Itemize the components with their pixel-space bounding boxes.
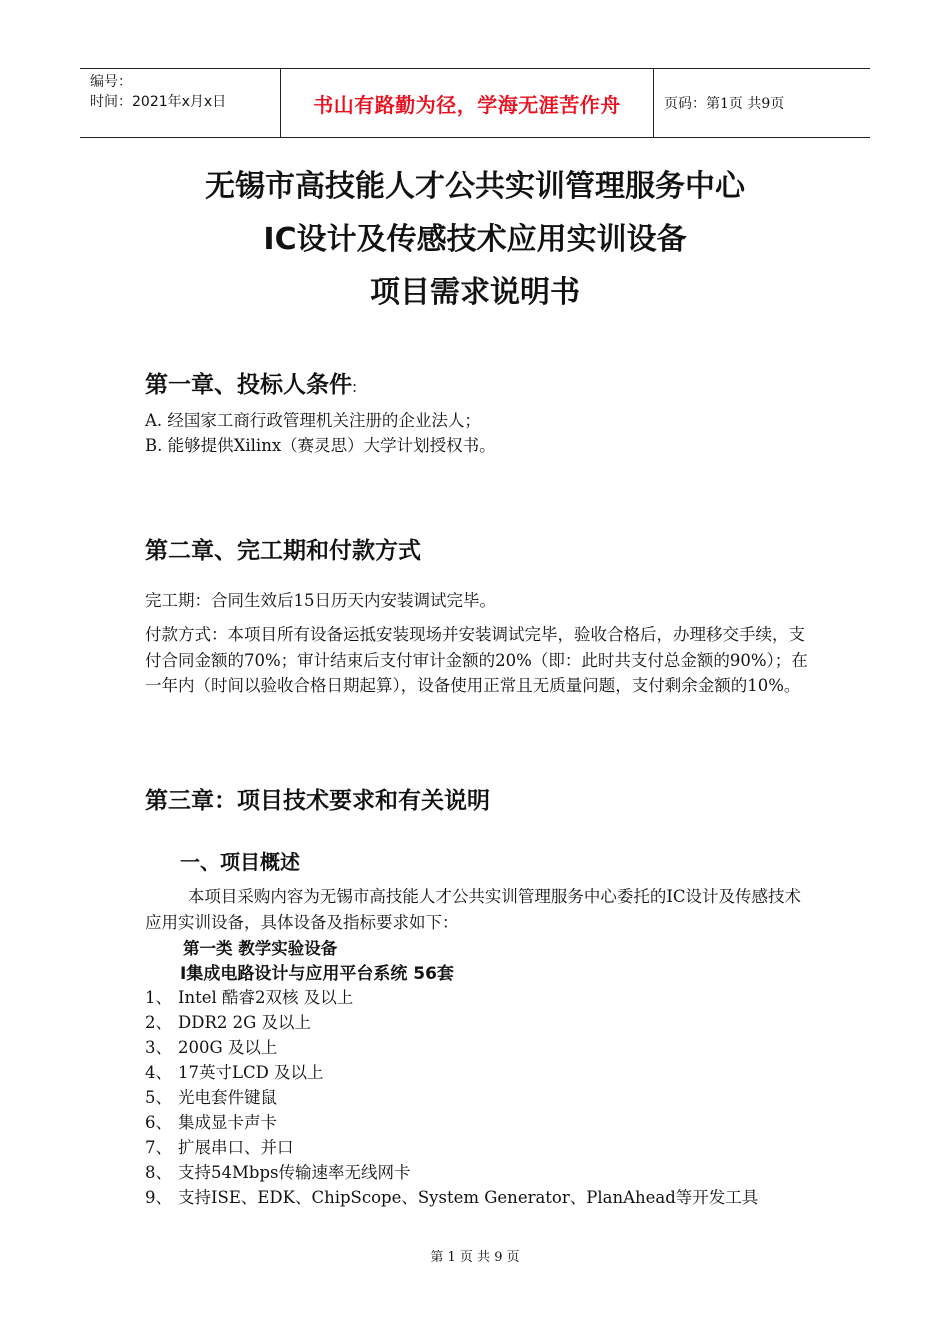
header-motto-cell	[280, 69, 654, 137]
chapter-1-item-b: B. 能够提供Xilinx（赛灵思）大学计划授权书。	[145, 436, 496, 455]
list-number: 2、	[145, 1013, 172, 1032]
spec-list	[145, 985, 758, 1210]
list-number: 7、	[145, 1138, 172, 1157]
page-header	[80, 68, 870, 138]
list-item	[145, 985, 758, 1010]
title-line-2: IC设计及传感技术应用实训设备	[263, 222, 687, 257]
payment-text: 付款方式：本项目所有设备运抵安装现场并安装调试完毕，验收合格后，办理移交手续，支付合同金额的70%；审计结束后支付审计金额的20%（即：此时共支付总金额的90%）；在一年内（时间以验收合格日期起算），设备使用正常且无质量问题，支付剩余金额的10%。	[145, 625, 808, 695]
list-text: 支持ISE、EDK、ChipScope、System Generator、PlanAhead等开发工具	[178, 1188, 759, 1207]
list-number: 6、	[145, 1113, 172, 1132]
chapter-1-suffix: :	[352, 378, 358, 396]
title-line-1: 无锡市高技能人才公共实训管理服务中心	[205, 169, 745, 204]
category-heading: 第一类 教学实验设备	[183, 939, 338, 958]
list-number: 3、	[145, 1038, 172, 1057]
chapter-1-item-a: A. 经国家工商行政管理机关注册的企业法人；	[145, 411, 481, 430]
document-title	[0, 160, 950, 319]
chapter-3-heading: 第三章：项目技术要求和有关说明	[145, 788, 490, 814]
page-label: 页码：第1页 共9页	[664, 96, 785, 112]
time-label: 时间：2021年x月x日	[90, 94, 227, 110]
list-item	[145, 1185, 758, 1210]
list-number: 1、	[145, 988, 172, 1007]
list-item	[145, 1110, 758, 1135]
list-text: Intel 酷睿2双核 及以上	[178, 988, 354, 1007]
motto: 书山有路勤为径，学海无涯苦作舟	[313, 92, 621, 117]
overview-text: 本项目采购内容为无锡市高技能人才公共实训管理服务中心委托的IC设计及传感技术应用实训设备，具体设备及指标要求如下：	[145, 887, 802, 932]
header-meta	[80, 69, 280, 137]
section-overview-heading: 一、项目概述	[180, 850, 300, 874]
chapter-2-heading: 第二章、完工期和付款方式	[145, 538, 421, 564]
list-item	[145, 1060, 758, 1085]
completion-text: 完工期：合同生效后15日历天内安装调试完毕。	[145, 591, 496, 610]
list-text: 200G 及以上	[178, 1038, 278, 1057]
title-line-3: 项目需求说明书	[370, 275, 580, 310]
list-item	[145, 1085, 758, 1110]
list-item	[145, 1160, 758, 1185]
page-footer: 第 1 页 共 9 页	[430, 1250, 520, 1265]
list-text: DDR2 2G 及以上	[178, 1013, 312, 1032]
list-text: 光电套件键鼠	[178, 1088, 277, 1107]
list-number: 4、	[145, 1063, 172, 1082]
list-text: 集成显卡声卡	[178, 1113, 277, 1132]
header-page-cell	[654, 69, 870, 137]
list-text: 支持54Mbps传输速率无线网卡	[178, 1163, 411, 1182]
list-number: 9、	[145, 1188, 172, 1207]
chapter-1-heading	[145, 366, 357, 399]
list-number: 8、	[145, 1163, 172, 1182]
list-text: 扩展串口、并口	[178, 1138, 294, 1157]
list-text: 17英寸LCD 及以上	[178, 1063, 324, 1082]
system-heading: Ⅰ集成电路设计与应用平台系统 56套	[180, 964, 454, 984]
serial-label: 编号：	[90, 74, 132, 90]
chapter-1-title: 第一章、投标人条件	[145, 372, 352, 398]
list-item	[145, 1135, 758, 1160]
list-item	[145, 1035, 758, 1060]
list-item	[145, 1010, 758, 1035]
list-number: 5、	[145, 1088, 172, 1107]
